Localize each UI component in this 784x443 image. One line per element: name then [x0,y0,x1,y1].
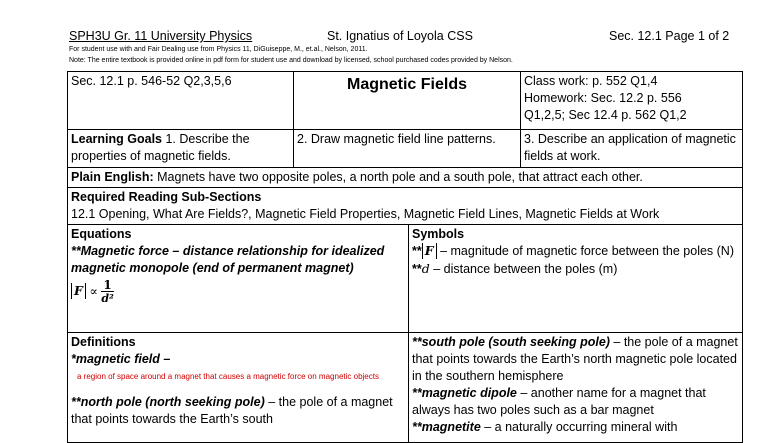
classwork: Class work: p. 552 Q1,4 [524,74,658,88]
homework-line1: Homework: Sec. 12.2 p. 556 [524,91,682,105]
fraction-numerator: 1 [101,279,114,292]
north-pole-term: **north pole (north seeking pole) [71,395,265,409]
inverse-square-fraction [101,279,114,305]
equations-cell [68,225,409,333]
fraction-denominator: d² [101,292,114,305]
assignment-cell [521,72,743,130]
force-symbol: F [71,283,86,299]
dipole-term: **magnetic dipole [412,386,517,400]
definitions-left [68,333,409,443]
distance-symbol: d [421,261,430,276]
symbol-marker: ** [412,262,422,276]
dipole-text: – another name for a magnet that always has two poles such as a bar magnet [412,386,706,417]
textbook-note: Note: The entire textbook is provided online in pdf form for student use and download by licensed, school purchased codes provided by Nelson. [69,57,513,64]
goal-1-text: 1. Describe the properties of magnetic fields. [71,132,250,163]
magnetic-field-definition: a region of space around a magnet that causes a magnetic force on magnetic objects [77,372,379,381]
symbol-force [412,243,739,260]
north-pole-text: – the pole of a magnet that points towards the Earth’s south [71,395,393,426]
worksheet-table [67,71,743,443]
page-label: Sec. 12.1 Page 1 of 2 [609,29,730,43]
plain-english-text: Magnets have two opposite poles, a north pole and a south pole, that attract each other. [153,170,643,184]
equations-label: Equations [71,227,132,241]
homework-line2: Q1,2,5; Sec 12.4 p. 562 Q1,2 [524,108,687,122]
force-description: – magnitude of magnetic force between the poles (N) [436,244,734,258]
reading-row [68,188,743,225]
magnetic-field-term: *magnetic field – [71,352,171,366]
learning-goals-label: Learning Goals [71,132,162,146]
south-pole-definition [412,334,739,385]
force-symbol: F [422,243,437,259]
learning-goal-2: 2. Draw magnetic field line patterns. [294,130,521,168]
south-pole-text: – the pole of a magnet that points towards the Earth’s north magnetic pole located in the southern hemisphere [412,335,738,383]
reading-label: Required Reading Sub-Sections [71,190,262,204]
section-reference: Sec. 12.1 p. 546-52 Q2,3,5,6 [71,74,232,88]
symbol-marker: ** [412,244,422,258]
distance-description: – distance between the poles (m) [429,262,618,276]
magnetite-term: **magnetite [412,420,481,434]
proportional-symbol: ∝ [89,283,98,299]
symbols-cell [409,225,743,333]
page-title: Magnetic Fields [294,72,521,130]
north-pole-definition [71,394,405,428]
force-equation [71,279,405,305]
definitions-label: Definitions [71,335,136,349]
symbol-distance [412,260,739,278]
plain-english-label: Plain English: [71,170,154,184]
section-cell [68,72,294,130]
dipole-definition [412,385,739,419]
course-title: SPH3U Gr. 11 University Physics [69,29,253,43]
reading-text: 12.1 Opening, What Are Fields?, Magnetic Field Properties, Magnetic Field Lines, Magnetic Fields at Work [71,207,660,221]
definitions-right [409,333,743,443]
copyright-note: For student use with and Fair Dealing use from Physics 11, DiGuiseppe, M., et.al., Nelson, 2011. [69,46,368,53]
school-name: St. Ignatius of Loyola CSS [327,29,473,43]
learning-goal-1 [68,130,294,168]
symbols-label: Symbols [412,227,465,241]
equation-description: **Magnetic force – distance relationship for idealized magnetic monopole (end of permanent magnet) [71,244,385,275]
magnetite-text: – a naturally occurring mineral with [480,420,678,434]
south-pole-term: **south pole (south seeking pole) [412,335,610,349]
plain-english-row [68,168,743,188]
learning-goal-3: 3. Describe an application of magnetic fields at work. [521,130,743,168]
magnetite-definition [412,419,739,436]
